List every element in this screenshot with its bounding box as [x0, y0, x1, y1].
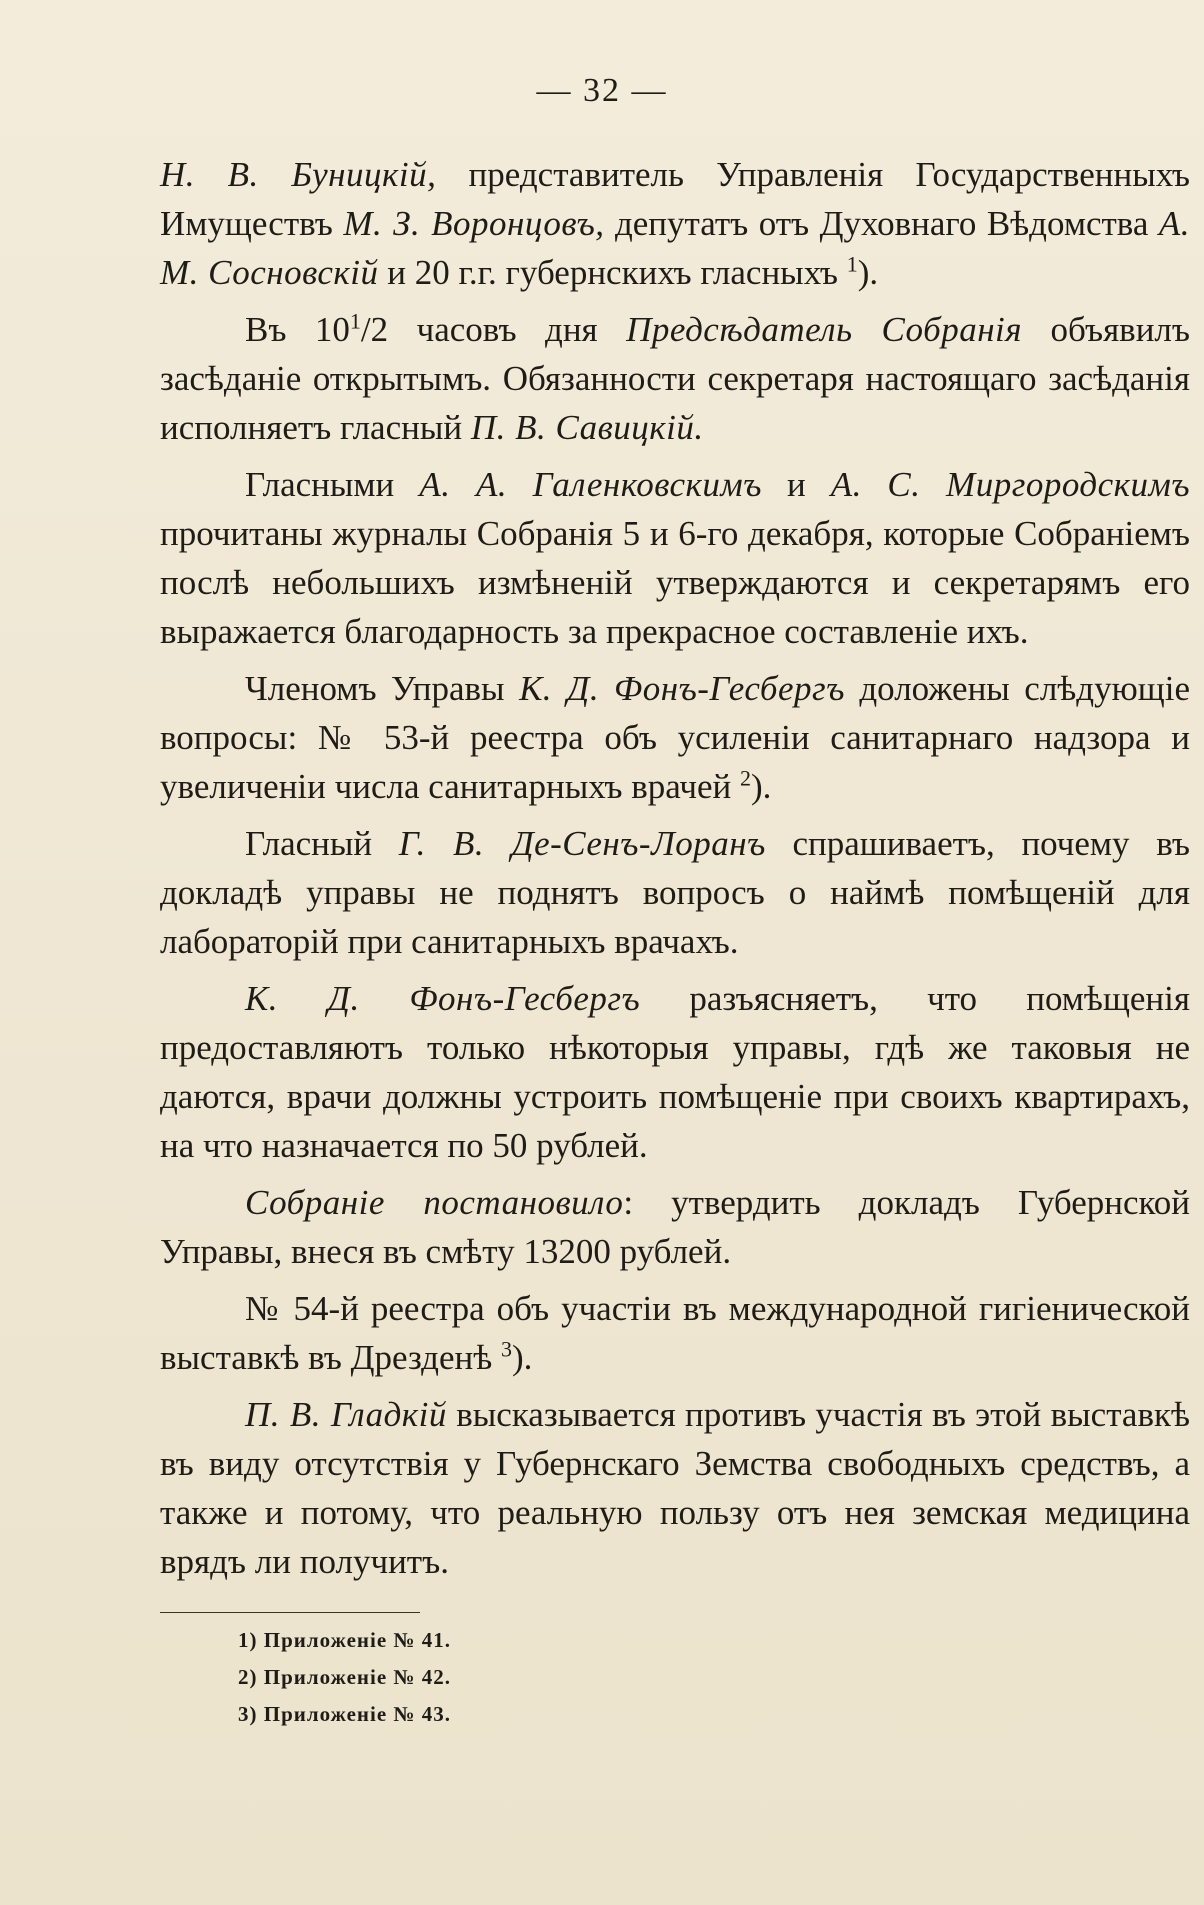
page-body — [160, 150, 1190, 1594]
person-name: К. Д. Фонъ-Гесбергъ — [519, 669, 845, 708]
paragraph-exhibition — [160, 1284, 1190, 1382]
footnote-3 — [238, 1696, 451, 1733]
text-run: ). — [751, 767, 772, 806]
emphasis: Предсѣдатель Собранія — [626, 310, 1023, 349]
text-run: и — [761, 465, 831, 504]
person-name: К. Д. Фонъ-Гесбергъ — [245, 979, 641, 1018]
text-run: /2 часовъ дня — [360, 310, 627, 349]
footnote-mark: 1) — [238, 1628, 258, 1652]
person-name: М. З. Воронцовъ, — [343, 204, 605, 243]
paragraph-report — [160, 664, 1190, 811]
footnote-text: Приложеніе № 41. — [257, 1628, 452, 1652]
text-run: депутатъ отъ Духовнаго Вѣдомства — [604, 204, 1159, 243]
fraction-numerator: 1 — [349, 308, 361, 334]
paragraph-answer — [160, 974, 1190, 1170]
paragraph-opening — [160, 305, 1190, 452]
footnotes — [238, 1622, 451, 1733]
text-run: доложены слѣдующіе вопросы: № 53-й реестра объ усиленіи санитарнаго надзора и увеличеніи числа санитарныхъ врачей — [160, 669, 1190, 806]
paragraph-journals — [160, 460, 1190, 656]
footnote-ref-3: 3 — [500, 1336, 512, 1362]
text-run: Членомъ Управы — [245, 669, 520, 708]
footnote-1 — [238, 1622, 451, 1659]
footnote-mark: 2) — [238, 1665, 258, 1689]
person-name: Г. В. Де-Сенъ-Лоранъ — [398, 824, 766, 863]
paragraph-objection — [160, 1390, 1190, 1586]
person-name: А. С. Миргородскимъ — [830, 465, 1191, 504]
text-run: Гласными — [245, 465, 420, 504]
person-name: А. М. Сосновскій — [160, 204, 1190, 292]
text-run: объявилъ засѣданіе открытымъ. Обязанности секретаря настоящаго засѣданія исполняетъ гласный — [160, 310, 1190, 447]
person-name: П. В. Гладкій — [245, 1395, 447, 1434]
text-run: Въ 10 — [245, 310, 350, 349]
footnote-ref-1: 1 — [846, 251, 858, 277]
footnote-text: Приложеніе № 43. — [257, 1702, 452, 1726]
paragraph-attendees — [160, 150, 1190, 297]
person-name: А. А. Галенковскимъ — [419, 465, 762, 504]
footnote-2 — [238, 1659, 451, 1696]
text-run: : утвердить докладъ Губернской Управы, внеся въ смѣту 13200 рублей. — [160, 1183, 1190, 1271]
footnote-mark: 3) — [238, 1702, 258, 1726]
paragraph-question — [160, 819, 1190, 966]
text-run: № 54-й реестра объ участіи въ международной гигіенической выставкѣ въ Дрезденѣ — [160, 1289, 1190, 1377]
footnote-divider — [160, 1612, 420, 1613]
text-run: высказывается противъ участія въ этой выставкѣ въ виду отсутствія у Губернскаго Земства свободныхъ средствъ, а также и потому, что реальную пользу отъ нея земская медицина врядъ ли получитъ. — [160, 1395, 1190, 1581]
footnote-ref-2: 2 — [740, 765, 751, 791]
paragraph-resolution — [160, 1178, 1190, 1276]
text-run: ). — [857, 253, 879, 292]
text-run: представитель Управленія Государственныхъ Имуществъ — [160, 155, 1190, 243]
text-run: ). — [511, 1338, 533, 1377]
page-number: — 32 — — [536, 72, 668, 109]
text-run: спрашиваетъ, почему въ докладѣ управы не поднятъ вопросъ о наймѣ помѣщеній для лабораторій при санитарныхъ врачахъ. — [160, 824, 1190, 961]
person-name: Н. В. Буницкій, — [160, 155, 437, 194]
text-run: Гласный — [245, 824, 399, 863]
text-run: прочитаны журналы Собранія 5 и 6-го декабря, которые Собраніемъ послѣ небольшихъ измѣненій утверждаются и секретарямъ его выражается благодарность за прекрасное составленіе ихъ. — [160, 514, 1190, 651]
person-name: П. В. Савицкій. — [470, 408, 704, 447]
text-run: и 20 г.г. губернскихъ гласныхъ — [378, 253, 847, 292]
text-run: разъясняетъ, что помѣщенія предоставляютъ только нѣкоторыя управы, гдѣ же таковыя не даются, врачи должны устроить помѣщеніе при своихъ квартирахъ, на что назначается по 50 рублей. — [160, 979, 1190, 1165]
emphasis: Собраніе постановило — [245, 1183, 624, 1222]
footnote-text: Приложеніе № 42. — [257, 1665, 452, 1689]
